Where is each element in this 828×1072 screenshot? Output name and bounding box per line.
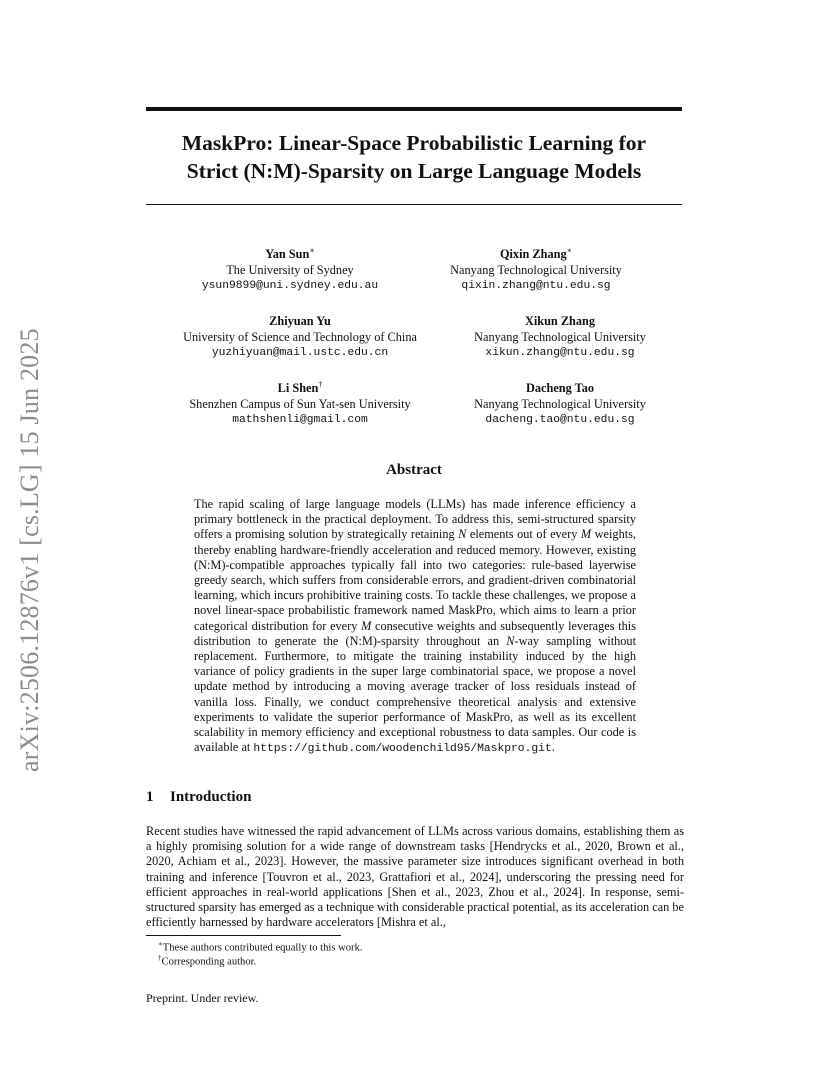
footnote-rule [146, 935, 341, 936]
author-email: mathshenli@gmail.com [232, 414, 368, 427]
author-email: dacheng.tao@ntu.edu.sg [485, 414, 635, 427]
abstract-paragraph: The rapid scaling of large language models (LLMs) has made inference efficiency a primary bottleneck in the practical deployment. To address this, semi-structured sparsity offers a promising solution by strategically retaining N elements out of every M weights, thereby enabling hardware-friendly acceleration and reduced memory. However, existing (N:M)-compatible approaches typically fall into two categories: rule-based layerwise greedy search, which suffers from considerable errors, and gradient-driven combinatorial learning, which incurs prohibitive training costs. To tackle these challenges, we propose a novel linear-space probabilistic framework named MaskPro, which aims to learn a prior categorical distribution for every M consecutive weights and subsequently leverages this distribution to generate the (N:M)-sparsity throughout an N-way sampling without replacement. Furthermore, to mitigate the training instability induced by the high variance of policy gradients in the super large combinatorial space, we propose a novel update method by introducing a moving average tracker of loss residuals instead of vanilla loss. Finally, we conduct comprehensive theoretical analysis and extensive experiments to validate the superior performance of MaskPro, as well as its excellent scalability in memory efficiency and exceptional robustness to data samples. Our code is available at https://github.com/woodenchild95/Maskpro.git. [194, 497, 637, 756]
author-block [150, 310, 450, 361]
author-affiliation: Nanyang Technological University [450, 263, 622, 278]
author-email: xikun.zhang@ntu.edu.sg [485, 347, 635, 360]
author-block [426, 243, 646, 294]
section-number: 1 [146, 789, 154, 805]
title-line-2: Strict (N:M)-Sparsity on Large Language Models [186, 159, 642, 183]
author-affiliation: Shenzhen Campus of Sun Yat-sen University [189, 397, 411, 412]
intro-paragraph: Recent studies have witnessed the rapid advancement of LLMs across various domains, establishing them as a highly promising solution for a wide range of downstream tasks [Hendrycks et al., 2020, Brown et al., 2020, Achiam et al., 2023]. However, the massive parameter size introduces significant overhead in both training and inference [Touvron et al., 2023, Grattafiori et al., 2024], underscoring the pressing need for efficient approaches in real-world applications [Shen et al., 2023, Zhou et al., 2024]. In response, semi-structured sparsity has emerged as a technique with considerable practical potential, as its acceleration can be efficiently harnessed by hardware accelerators [Mishra et al., [146, 824, 684, 930]
title-bottom-rule [146, 204, 682, 205]
author-name: Yan Sun∗ [265, 246, 315, 262]
section-title: Introduction [170, 789, 252, 805]
abstract-body [194, 497, 636, 757]
abstract-heading: Abstract [386, 462, 442, 478]
author-affiliation: Nanyang Technological University [474, 330, 646, 345]
title-top-rule [146, 107, 682, 111]
author-block [446, 310, 674, 361]
code-url-link[interactable]: https://github.com/woodenchild95/Maskpro.git [253, 743, 552, 756]
author-affiliation: The University of Sydney [226, 263, 354, 278]
arxiv-stamp: arXiv:2506.12876v1 [cs.LG] 15 Jun 2025 [15, 328, 44, 772]
author-name: Zhiyuan Yu [269, 314, 331, 329]
author-affiliation: University of Science and Technology of China [183, 330, 417, 345]
author-name: Xikun Zhang [524, 314, 596, 329]
preprint-note: Preprint. Under review. [146, 991, 259, 1005]
section-heading [146, 789, 251, 806]
author-email: qixin.zhang@ntu.edu.sg [461, 280, 611, 293]
author-name: Dacheng Tao [526, 381, 594, 396]
author-block [158, 377, 442, 428]
paper-title [146, 129, 682, 185]
author-name: Qixin Zhang∗ [499, 246, 573, 262]
author-affiliation: Nanyang Technological University [474, 397, 646, 412]
author-email: yuzhiyuan@mail.ustc.edu.cn [211, 347, 389, 360]
title-line-1: MaskPro: Linear-Space Probabilistic Learning for [181, 131, 647, 155]
author-block [446, 377, 674, 428]
author-block [150, 243, 430, 294]
footnote: †Corresponding author. [158, 954, 257, 968]
footnote: ∗These authors contributed equally to this work. [158, 940, 363, 954]
author-name: Li Shen† [277, 380, 323, 396]
intro-body [146, 824, 684, 930]
author-email: ysun9899@uni.sydney.edu.au [201, 280, 379, 293]
